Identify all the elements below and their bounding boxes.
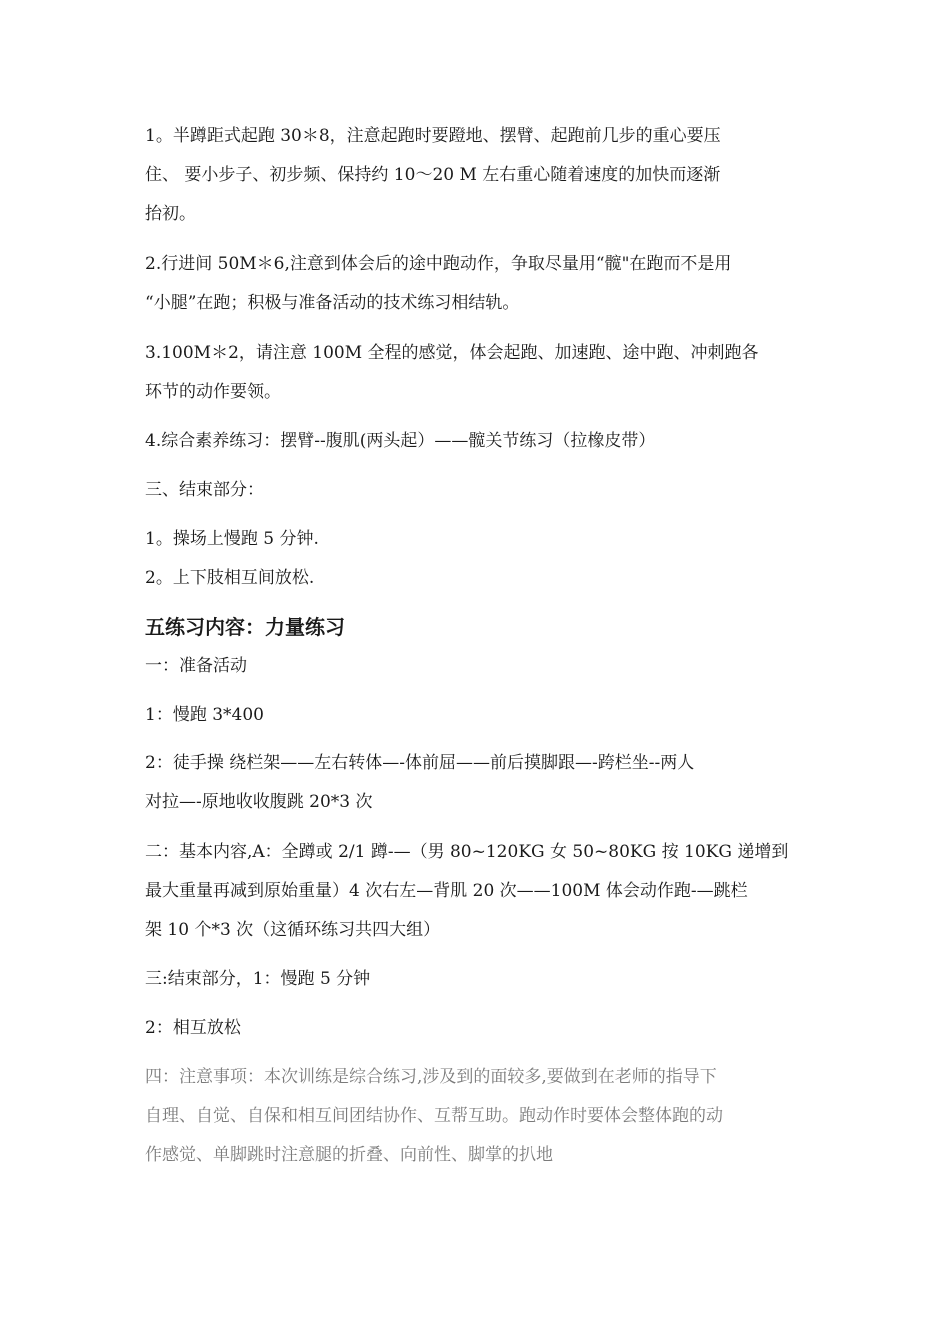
paragraph-jog — [145, 520, 810, 559]
text-line: 一：准备活动 — [145, 656, 247, 676]
paragraph-jog-400 — [145, 696, 810, 735]
text-line: “小腿”在跑；积极与准备活动的技术练习相结轨。 — [145, 293, 520, 313]
text-line: 2.行进间 50M＊6,注意到体会后的途中跑动作，争取尽量用“髋"在跑而不是用 — [145, 254, 732, 274]
paragraph-100m-practice — [145, 334, 810, 412]
text-line: 三:结束部分，1：慢跑 5 分钟 — [145, 969, 371, 989]
paragraph-end-section — [145, 471, 810, 510]
text-line: 二：基本内容,A：全蹲或 2/1 蹲-—（男 80~120KG 女 50~80KG 按 10KG 递增到 — [145, 842, 789, 862]
paragraph-run-practice — [145, 245, 810, 323]
paragraph-start-practice — [145, 117, 810, 234]
text-line: 住、 要小步子、初步频、保持约 10～20 M 左右重心随着速度的加快而逐渐 — [145, 165, 721, 185]
text-line: 1：慢跑 3*400 — [145, 705, 264, 725]
paragraph-mutual-relax — [145, 1009, 810, 1048]
paragraph-relax — [145, 559, 810, 598]
text-line: 2：徒手操 绕栏架——左右转体—-体前屈——前后摸脚跟—-跨栏坐--两人 — [145, 753, 695, 773]
paragraph-notes — [145, 1058, 810, 1175]
text-line: 2。上下肢相互间放松. — [145, 568, 315, 588]
paragraph-basic-content — [145, 833, 810, 950]
text-line: 架 10 个*3 次（这循环练习共四大组） — [145, 920, 441, 940]
paragraph-calisthenics — [145, 744, 810, 822]
text-line: 对拉—-原地收收腹跳 20*3 次 — [145, 792, 373, 812]
text-line: 1。半蹲距式起跑 30＊8，注意起跑时要蹬地、摆臂、起跑前几步的重心要压 — [145, 126, 721, 146]
paragraph-end-jog — [145, 960, 810, 999]
paragraph-quality-practice — [145, 422, 810, 461]
text-line: 环节的动作要领。 — [145, 382, 281, 402]
text-line: 三、结束部分： — [145, 480, 264, 500]
text-line: 3.100M＊2，请注意 100M 全程的感觉，体会起跑、加速跑、途中跑、冲刺跑各 — [145, 343, 759, 363]
text-line: 2：相互放松 — [145, 1018, 241, 1038]
section-heading: 五练习内容：力量练习 — [145, 615, 345, 639]
text-line: 4.综合素养练习：摆臂--腹肌(两头起）——髋关节练习（拉橡皮带） — [145, 431, 656, 451]
text-line: 抬初。 — [145, 204, 196, 224]
text-line: 四：注意事项：本次训练是综合练习,涉及到的面较多,要做到在老师的指导下 — [145, 1067, 717, 1087]
paragraph-warmup — [145, 647, 810, 686]
text-line: 1。操场上慢跑 5 分钟. — [145, 529, 319, 549]
text-line: 最大重量再减到原始重量）4 次右左—背肌 20 次——100M 体会动作跑-—跳栏 — [145, 881, 748, 901]
text-line: 自理、自觉、自保和相互间团结协作、互帮互助。跑动作时要体会整体跑的动 — [145, 1106, 723, 1126]
text-line: 作感觉、单脚跳时注意腿的折叠、向前性、脚掌的扒地 — [145, 1145, 553, 1165]
